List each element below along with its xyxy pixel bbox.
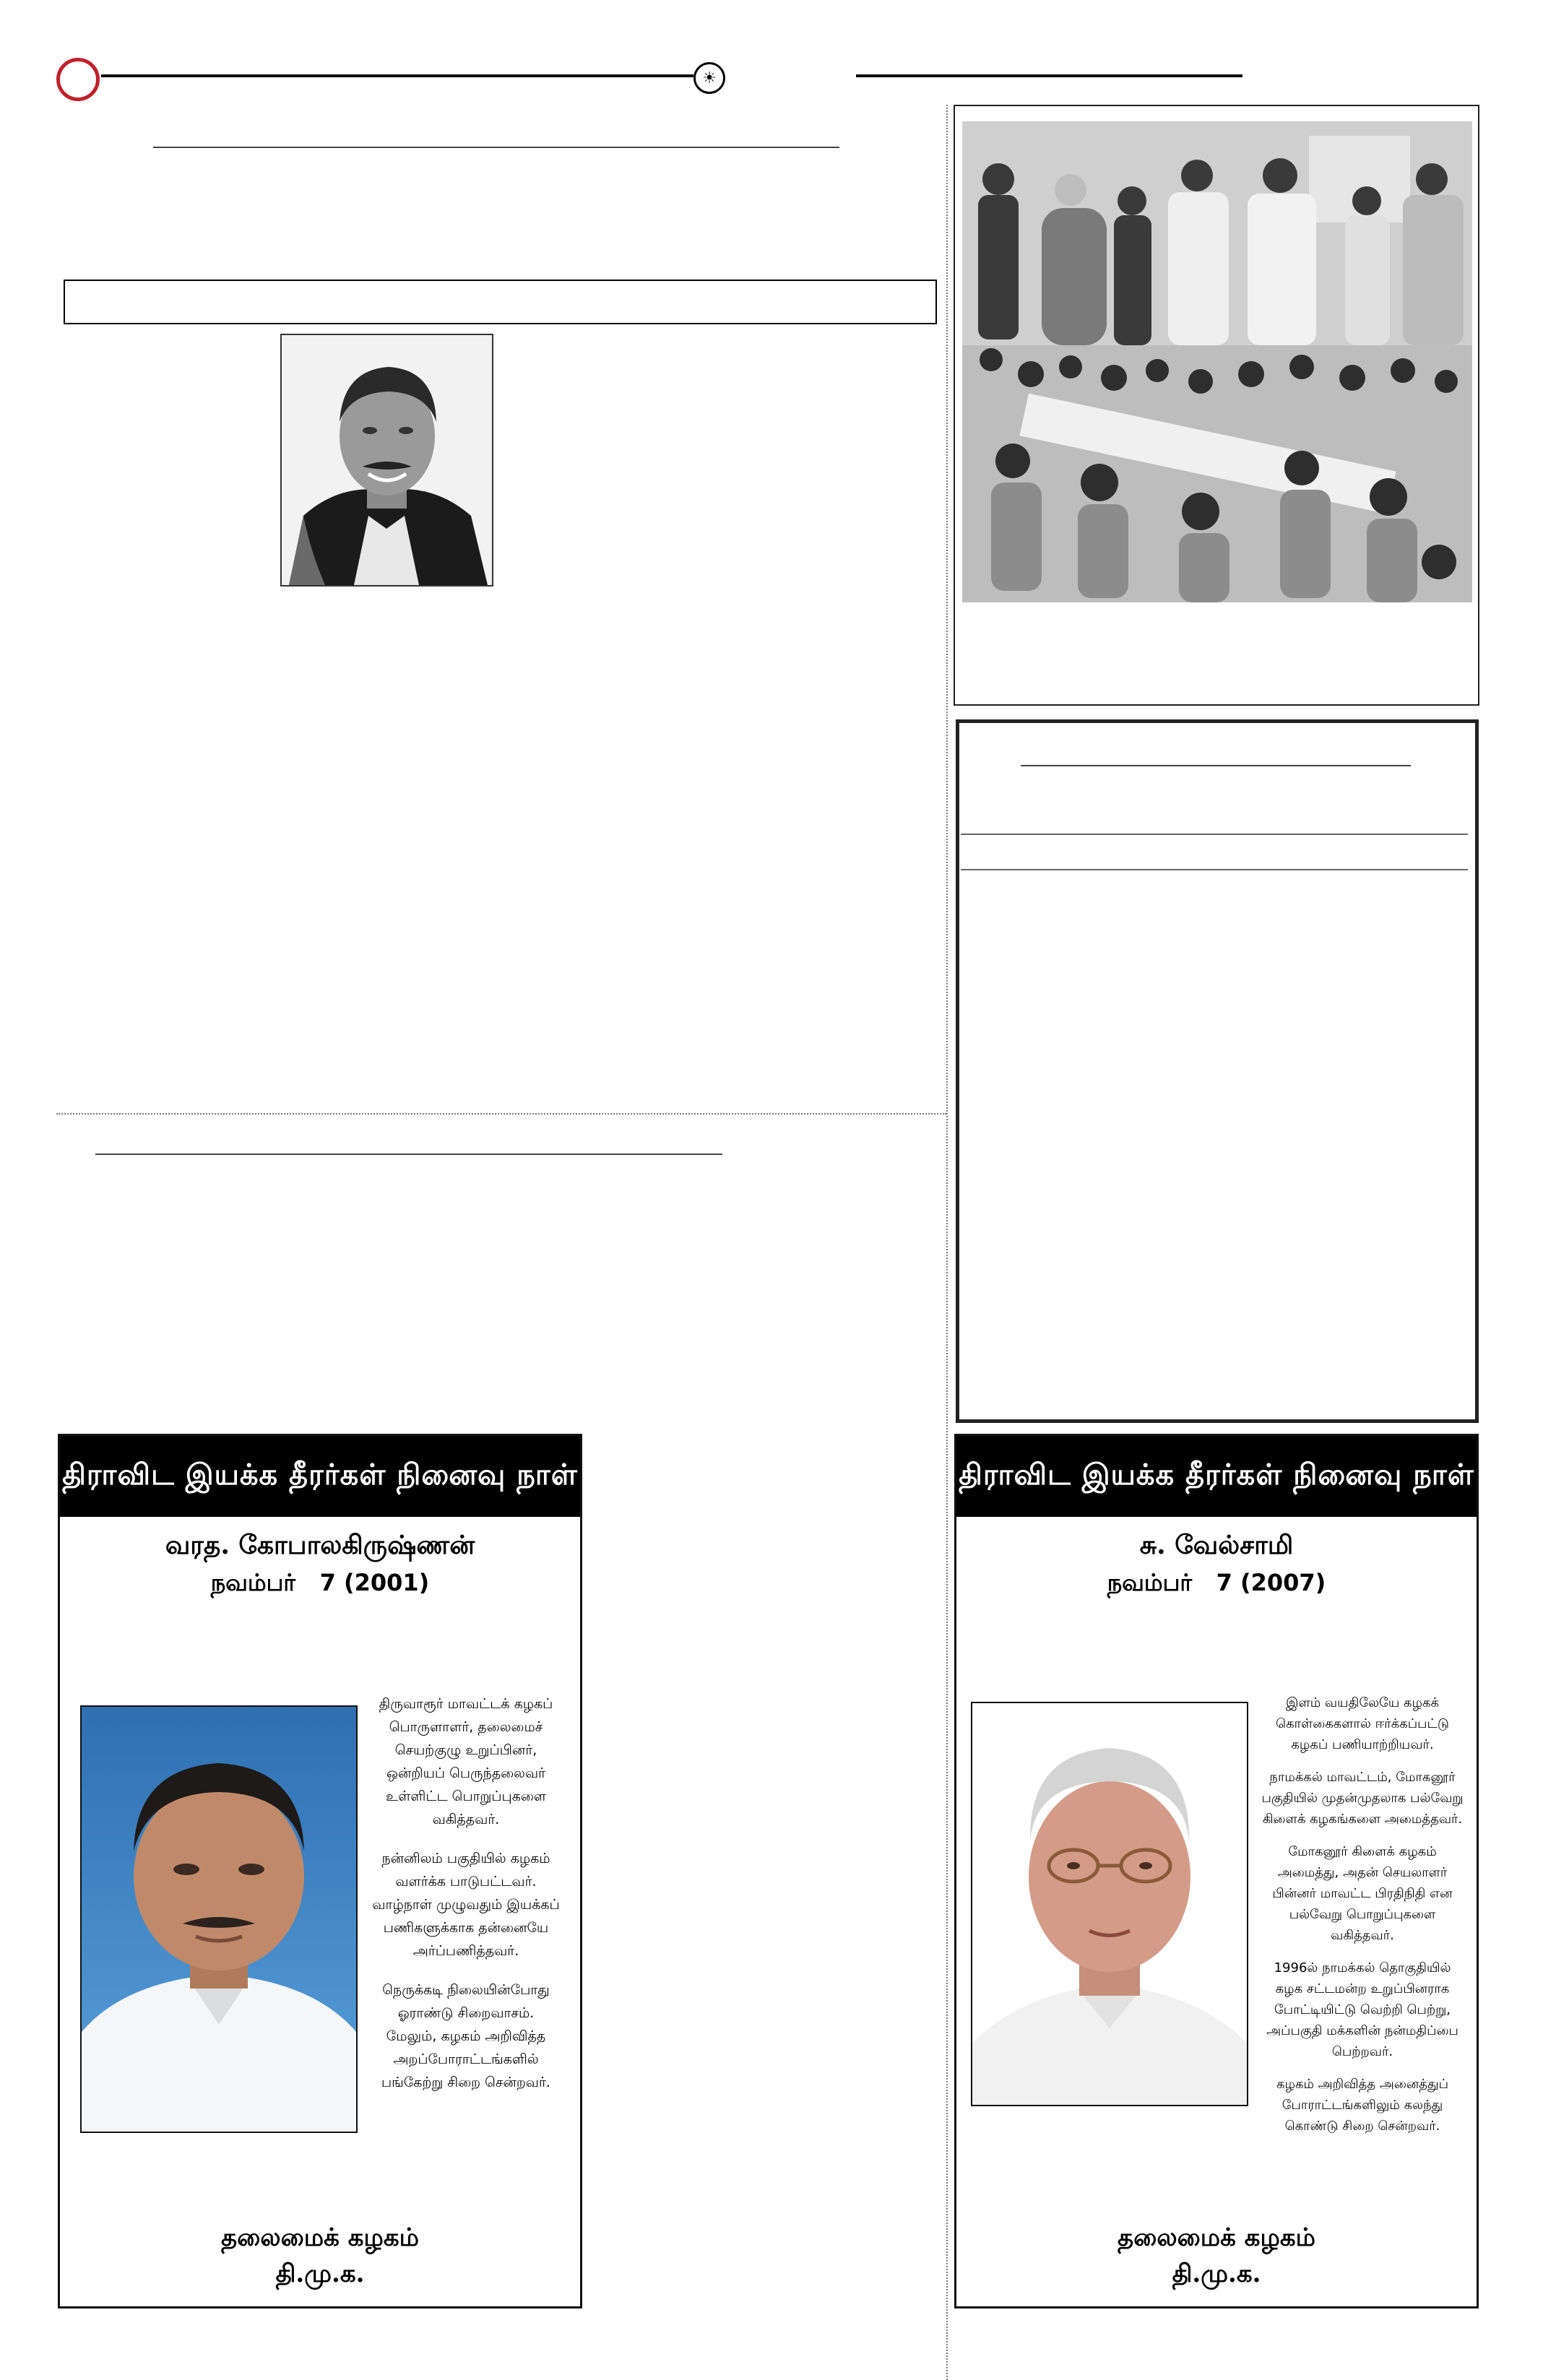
memorial-photo: [80, 1705, 358, 2133]
memorial-year: 7 (2001): [319, 1569, 430, 1596]
bio-paragraph: கழகம் அறிவித்த அனைத்துப் போராட்டங்களிலும் கலந்து கொண்டு சிறை சென்றவர்.: [1276, 2077, 1449, 2134]
memorial-signature-party: தி.மு.க.: [275, 2259, 365, 2288]
memorial-photo: [971, 1702, 1248, 2106]
memorial-month: நவம்பர்: [210, 1569, 296, 1596]
memorial-signature-org: தலைமைக் கழகம்: [221, 2223, 419, 2252]
memorial-date: [60, 1569, 580, 1599]
memorial-card-right: [954, 1434, 1479, 2308]
memorial-banner: திராவிட இயக்க தீரர்கள் நினைவு நாள்: [956, 1436, 1477, 1517]
bio-paragraph: நன்னிலம் பகுதியில் கழகம் வளர்க்க பாடுபட்டவர். வாழ்நாள் முழுவதும் இயக்கப் பணிகளுக்காக தன்னையே அர்ப்பணித்தவர்.: [372, 1851, 560, 1959]
memorial-bio: [372, 1692, 560, 2110]
bio-paragraph: நாமக்கல் மாவட்டம், மோகனூர் பகுதியில் முதன்முதலாக பல்வேறு கிளைக் கழகங்களை அமைத்தவர்.: [1261, 1770, 1464, 1827]
memorial-name: வரத. கோபாலகிருஷ்ணன்: [165, 1530, 475, 1560]
memorial-signature-party: தி.மு.க.: [1172, 2259, 1261, 2288]
memorial-bio: [1261, 1692, 1464, 2148]
notice-rule-2: [961, 869, 1468, 870]
masthead-rule-left: [101, 74, 693, 77]
rising-sun-emblem-icon: ☀: [693, 62, 725, 94]
event-photos: [962, 121, 1472, 602]
notice-title-rule: [1021, 765, 1411, 766]
bio-paragraph: மோகனூர் கிளைக் கழகம் அமைத்து, அதன் செயலாளர் பின்னர் மாவட்ட பிரதிநிதி என பல்வேறு பொறுப்புகளை வகித்தவர்.: [1272, 1844, 1453, 1943]
memorial-year: 7 (2007): [1216, 1569, 1326, 1596]
bio-paragraph: 1996ல் நாமக்கல் தொகுதியில் கழக சட்டமன்ற உறுப்பினராக போட்டியிட்டு வெற்றி பெற்று, அப்பகுதி மக்களின் நன்மதிப்பை பெற்றவர்.: [1266, 1960, 1458, 2059]
bio-paragraph: இளம் வயதிலேயே கழகக் கொள்கைகளால் ஈர்க்கப்பட்டு கழகப் பணியாற்றியவர்.: [1276, 1695, 1449, 1752]
second-headline-rule: [95, 1154, 722, 1155]
subheading-box: [64, 280, 937, 324]
section-divider: [56, 1113, 946, 1115]
crowd-registration-photo: [962, 345, 1472, 602]
memorial-name: சு. வேல்சாமி: [1139, 1530, 1294, 1560]
bio-paragraph: நெருக்கடி நிலையின்போது ஓராண்டு சிறைவாசம். மேலும், கழகம் அறிவித்த அறப்போராட்டங்களில் பங்கேற்று சிறை சென்றவர்.: [381, 1982, 550, 2090]
notice-rule-1: [961, 834, 1468, 835]
group-photo-handing-over: [962, 121, 1472, 345]
bio-paragraph: திருவாரூர் மாவட்டக் கழகப் பொருளாளர், தலைமைச் செயற்குழு உறுப்பினர், ஒன்றியப் பெருந்தலைவர் உள்ளிட்ட பொறுப்புகளை வகித்தவர்.: [379, 1696, 553, 1827]
memorial-card-left: [58, 1434, 582, 2308]
leader-portrait: [280, 334, 493, 587]
memorial-date: [956, 1569, 1477, 1599]
notice-box: [956, 719, 1479, 1423]
masthead-rule-right: [856, 74, 1242, 77]
masthead-circle: [56, 58, 100, 101]
memorial-month: நவம்பர்: [1107, 1569, 1193, 1596]
memorial-signature-org: தலைமைக் கழகம்: [1118, 2223, 1315, 2252]
column-divider: [946, 105, 948, 2380]
headline-rule: [153, 147, 839, 148]
memorial-banner: திராவிட இயக்க தீரர்கள் நினைவு நாள்: [60, 1436, 580, 1517]
